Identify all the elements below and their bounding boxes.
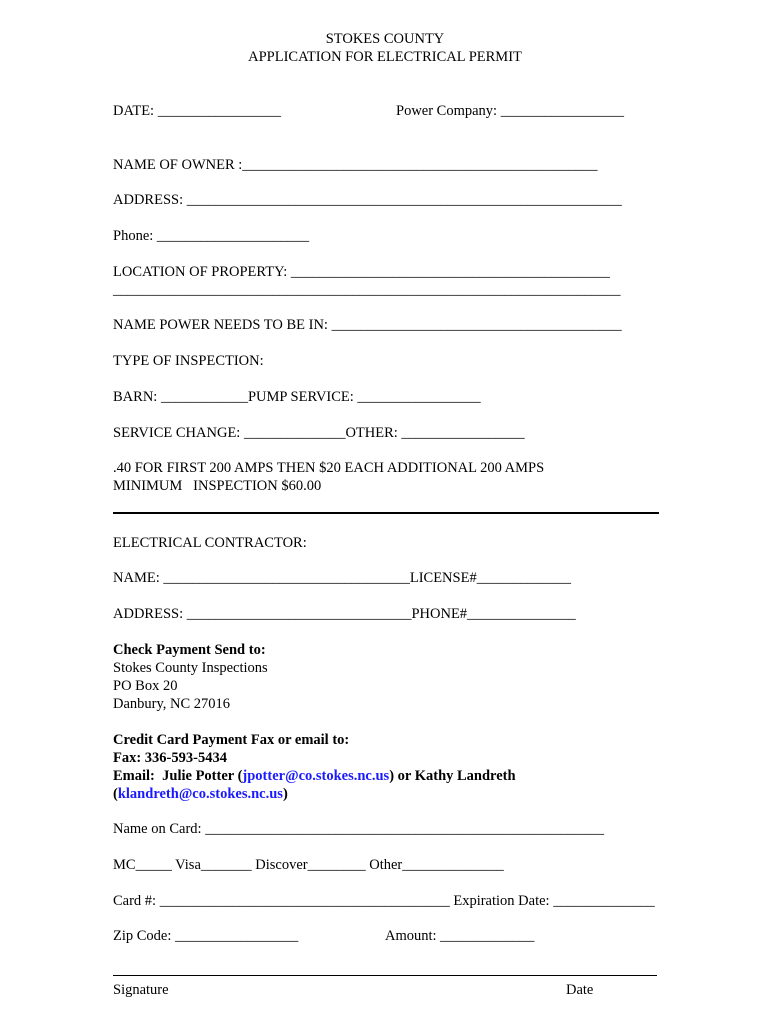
zip-code-field: Zip Code: _________________ (113, 928, 299, 944)
email-line (113, 767, 516, 785)
email-line-2 (113, 785, 288, 803)
fee-line-1: .40 FOR FIRST 200 AMPS THEN $20 EACH ADDITIONAL 200 AMPS (113, 460, 545, 476)
owner-address-field: ADDRESS: ____________________________________________________________ (113, 192, 622, 208)
email-link-jpotter[interactable]: jpotter@co.stokes.nc.us (242, 768, 390, 784)
signature-date-label: Date (566, 982, 594, 998)
owner-name-field: NAME OF OWNER :_________________________________________________ (113, 157, 598, 173)
contractor-name-license: NAME: __________________________________LICENSE#_____________ (113, 570, 571, 586)
email-prefix: Email: Julie Potter ( (113, 768, 243, 784)
county-heading: STOKES COUNTY (325, 31, 445, 47)
form-title: APPLICATION FOR ELECTRICAL PERMIT (248, 49, 522, 65)
contractor-address-phone: ADDRESS: _______________________________PHONE#_______________ (113, 606, 576, 622)
service-other-field: SERVICE CHANGE: ______________OTHER: _________________ (113, 425, 525, 441)
power-company-field: Power Company: _________________ (396, 103, 624, 119)
credit-payment-heading: Credit Card Payment Fax or email to: (113, 732, 350, 748)
check-payment-heading: Check Payment Send to: (113, 642, 266, 658)
email-middle: ) or Kathy Landreth (389, 768, 516, 784)
amount-field: Amount: _____________ (385, 928, 535, 944)
inspection-type-label: TYPE OF INSPECTION: (113, 353, 264, 369)
email-link-klandreth[interactable]: klandreth@co.stokes.nc.us (117, 786, 283, 802)
date-field: DATE: _________________ (113, 103, 281, 119)
section-divider (113, 512, 659, 514)
signature-label: Signature (113, 982, 169, 998)
power-name-field: NAME POWER NEEDS TO BE IN: ________________________________________ (113, 317, 622, 333)
email2-open: ( (113, 786, 118, 802)
card-type-field: MC_____ Visa_______ Discover________ Other______________ (113, 857, 504, 873)
location-field: LOCATION OF PROPERTY: ____________________________________________ (113, 264, 610, 280)
email2-close: ) (282, 786, 288, 802)
contractor-heading: ELECTRICAL CONTRACTOR: (113, 535, 307, 551)
phone-field: Phone: _____________________ (113, 228, 310, 244)
location-field-line2: ______________________________________________________________________ (113, 282, 621, 298)
barn-pump-field: BARN: ____________PUMP SERVICE: _________________ (113, 389, 481, 405)
check-payment-line-1: Stokes County Inspections (113, 660, 268, 676)
name-on-card-field: Name on Card: _______________________________________________________ (113, 821, 604, 837)
check-payment-line-3: Danbury, NC 27016 (113, 696, 231, 712)
card-number-field: Card #: ________________________________________ Expiration Date: ______________ (113, 893, 655, 909)
check-payment-line-2: PO Box 20 (113, 678, 178, 694)
signature-line (113, 975, 657, 976)
fax-number: Fax: 336-593-5434 (113, 750, 227, 766)
fee-line-2: MINIMUM INSPECTION $60.00 (113, 478, 322, 494)
